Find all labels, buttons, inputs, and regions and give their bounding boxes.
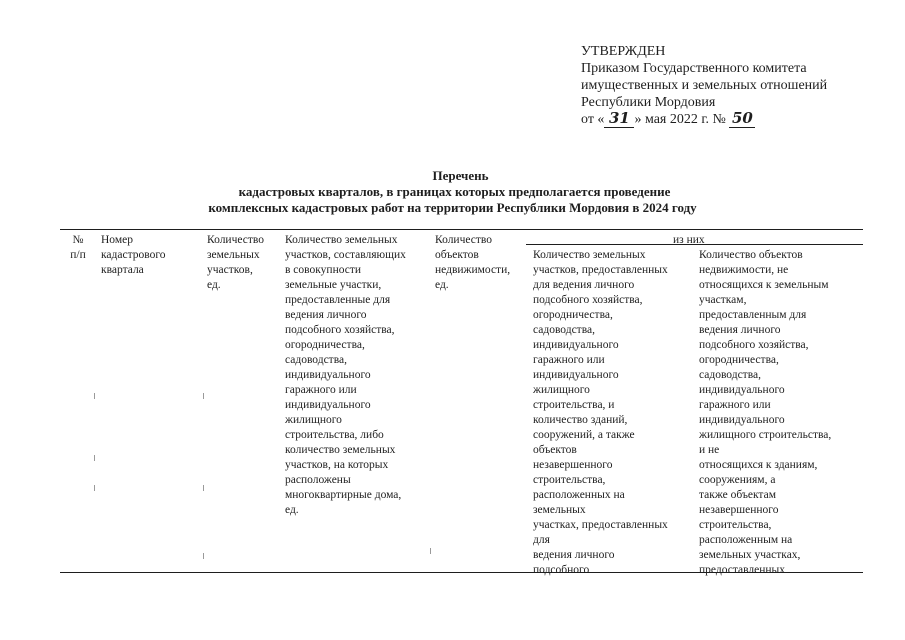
header-line: относящихся к зданиям, xyxy=(699,459,818,471)
header-line: строительства, либо xyxy=(285,429,384,441)
header-line: расположенным на xyxy=(699,534,793,546)
header-line: жилищного xyxy=(533,384,590,396)
header-line: Количество земельных xyxy=(533,249,646,261)
header-line: и не xyxy=(699,444,720,456)
header-line: ведения личного xyxy=(533,549,615,561)
col-header-land-plots xyxy=(207,233,264,293)
header-line: недвижимости, xyxy=(435,264,511,276)
header-line: участков, предоставленных xyxy=(533,264,668,276)
header-line: участкам, xyxy=(699,294,747,306)
approval-line-1: Приказом Государственного комитета xyxy=(581,61,807,76)
header-line: предоставленных xyxy=(699,564,786,576)
col-header-number xyxy=(68,233,88,263)
title-line-1: Перечень xyxy=(432,168,489,183)
header-line: индивидуального xyxy=(699,414,785,426)
col-header-cadastral-number xyxy=(101,233,166,278)
scan-speck xyxy=(203,485,204,491)
header-line: Номер xyxy=(101,234,133,246)
header-line: № xyxy=(72,234,84,246)
scan-speck xyxy=(430,548,431,554)
header-line: ед. xyxy=(285,504,299,516)
col-header-realty-objects xyxy=(435,233,510,293)
header-line: сооружениям, а xyxy=(699,474,776,486)
header-line: количество зданий, xyxy=(533,414,628,426)
header-line: участков, составляющих xyxy=(285,249,406,261)
approval-stamp xyxy=(581,43,827,128)
header-line: земельных участках, xyxy=(699,549,801,561)
header-line: для ведения личного xyxy=(533,279,635,291)
header-line: подсобного хозяйства, xyxy=(285,324,395,336)
header-line: огородничества, xyxy=(533,309,613,321)
header-line: земельных xyxy=(533,504,586,516)
scan-speck xyxy=(94,485,95,491)
header-line: гаражного или xyxy=(533,354,605,366)
title-line-3: комплексных кадастровых работ на территории Республики Мордовия в 2024 году xyxy=(208,200,697,215)
approval-line-3: Республики Мордовия xyxy=(581,95,716,110)
header-line: сооружений, а также xyxy=(533,429,635,441)
header-line: Количество xyxy=(207,234,264,246)
scan-speck xyxy=(94,455,95,461)
header-line: относящихся к земельным xyxy=(699,279,829,291)
header-line: количество земельных xyxy=(285,444,396,456)
header-line: многоквартирные дома, xyxy=(285,489,402,501)
col-header-other-realty xyxy=(699,248,831,578)
approval-date xyxy=(581,111,827,128)
header-line: Количество земельных xyxy=(285,234,398,246)
approval-line-2: имущественных и земельных отношений xyxy=(581,78,828,93)
header-line: расположенных на xyxy=(533,489,625,501)
header-line: земельные участки, xyxy=(285,279,382,291)
document-title xyxy=(0,168,905,216)
header-line: подсобного хозяйства, xyxy=(699,339,809,351)
header-line: подсобного xyxy=(533,564,590,576)
handwritten-day: 31 xyxy=(609,109,630,127)
header-line: участков, xyxy=(207,264,253,276)
header-line: индивидуального xyxy=(533,369,619,381)
header-line: ведения личного xyxy=(699,324,781,336)
header-line: незавершенного xyxy=(699,504,779,516)
approval-heading: УТВЕРЖДЕН xyxy=(581,44,666,59)
col-header-plots-and-buildings xyxy=(533,248,668,578)
date-mid: » мая 2022 г. № xyxy=(634,112,726,127)
header-line: индивидуального xyxy=(699,384,785,396)
date-prefix: от « xyxy=(581,112,605,127)
header-line: квартала xyxy=(101,264,144,276)
header-line: земельных xyxy=(207,249,260,261)
scan-speck xyxy=(94,393,95,399)
scan-speck xyxy=(203,393,204,399)
table-top-rule xyxy=(60,229,863,230)
scan-speck xyxy=(203,553,204,559)
header-line: участках, предоставленных xyxy=(533,519,668,531)
col-header-plots-private xyxy=(285,233,406,518)
header-line: садоводства, xyxy=(699,369,761,381)
header-line: участков, на которых xyxy=(285,459,389,471)
header-line: объектов xyxy=(533,444,577,456)
header-line: для xyxy=(533,534,550,546)
header-line: ед. xyxy=(435,279,449,291)
header-line: предоставленные для xyxy=(285,294,391,306)
header-line: строительства, xyxy=(533,474,606,486)
header-line: подсобного хозяйства, xyxy=(533,294,643,306)
header-line: в совокупности xyxy=(285,264,362,276)
header-line: жилищного строительства, xyxy=(699,429,832,441)
header-line: недвижимости, не xyxy=(699,264,789,276)
handwritten-number: 50 xyxy=(731,109,753,127)
header-line: жилищного xyxy=(285,414,342,426)
header-line: индивидуального xyxy=(533,339,619,351)
header-line: объектов xyxy=(435,249,479,261)
header-line: ед. xyxy=(207,279,221,291)
header-line: индивидуального xyxy=(285,369,371,381)
header-line: также объектам xyxy=(699,489,776,501)
header-line: садоводства, xyxy=(533,324,595,336)
header-line: индивидуального xyxy=(285,399,371,411)
header-line: п/п xyxy=(70,249,86,261)
header-line: ведения личного xyxy=(285,309,367,321)
header-line: огородничества, xyxy=(699,354,779,366)
header-line: гаражного или xyxy=(699,399,771,411)
title-line-2: кадастровых кварталов, в границах которых предполагается проведение xyxy=(238,184,671,199)
header-line: садоводства, xyxy=(285,354,347,366)
header-line: гаражного или xyxy=(285,384,357,396)
header-line: строительства, xyxy=(699,519,772,531)
subheader-label: из них xyxy=(673,234,705,246)
header-line: предоставленным для xyxy=(699,309,807,321)
header-line: расположены xyxy=(285,474,351,486)
header-line: незавершенного xyxy=(533,459,613,471)
header-line: кадастрового xyxy=(101,249,166,261)
header-line: Количество объектов xyxy=(699,249,803,261)
header-line: огородничества, xyxy=(285,339,365,351)
header-line: строительства, и xyxy=(533,399,615,411)
header-line: Количество xyxy=(435,234,492,246)
